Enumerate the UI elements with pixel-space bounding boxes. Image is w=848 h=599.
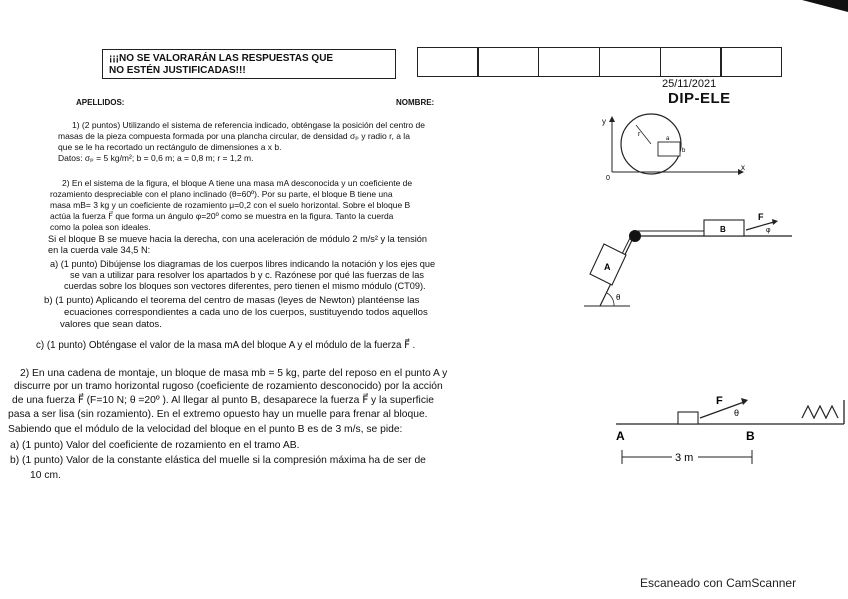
problem-3-line: 2) En una cadena de montaje, un bloque de masa mb = 5 kg, parte del reposo en el punto A y (20, 368, 448, 379)
problem-2-line: en la cuerda vale 34,5 N: (48, 245, 151, 255)
problem-1-line: que se le ha recortado un rectángulo de dimensiones a x b. (58, 142, 282, 152)
problem-2-line: cuerdas sobre los bloques son vectores diferentes, pero tienen el mismo módulo (CT09). (64, 281, 426, 291)
figure-1-plate (598, 112, 748, 182)
apellidos-label: APELLIDOS: (76, 98, 125, 107)
problem-2-line: a) (1 punto) Dibújense los diagramas de los cuerpos libres indicando la notación y los ejes que (50, 259, 436, 269)
warning-line-2: NO ESTÉN JUSTIFICADAS!!! (109, 65, 246, 76)
force-f-label: F (758, 212, 764, 222)
origin-label: 0 (606, 175, 610, 182)
problem-2-line: 2) En el sistema de la figura, el bloque A tiene una masa mA desconocida y un coeficiente de (62, 178, 413, 188)
block-b-label: B (720, 225, 726, 234)
y-axis-arrow (609, 116, 615, 122)
problem-1-line: masas de la pieza compuesta formada por una plancha circular, de densidad σₚ y radio r, a la (58, 131, 410, 141)
exam-code: DIP-ELE (668, 90, 731, 107)
problem-2-line: actúa la fuerza F⃗ que forma un ángulo φ=20º como se muestra en la figura. Tanto la cuerda (50, 211, 394, 221)
grade-box (417, 47, 479, 77)
scanner-watermark: Escaneado con CamScanner (640, 576, 797, 590)
problem-3-line: b) (1 punto) Valor de la constante elástica del muelle si la compresión máxima ha de ser de (10, 455, 426, 466)
problem-2-line: ecuaciones correspondientes a cada uno de los cuerpos, sustituyendo todos aquellos (64, 307, 428, 318)
block (678, 412, 698, 424)
problem-2-line: valores que sean datos. (60, 319, 162, 330)
problem-3-line: 10 cm. (30, 470, 61, 481)
problem-3-line: discurre por un tramo horizontal rugoso (coeficiente de rozamiento desconocido) por la acción (14, 381, 443, 392)
exam-date: 25/11/2021 (662, 78, 717, 90)
angle-phi-label: φ (766, 227, 771, 234)
grade-box (538, 47, 600, 77)
angle-theta-label: θ (734, 408, 740, 418)
problem-3-line: pasa a ser lisa (sin rozamiento). En el extremo opuesto hay un muelle para frenar al bloque. (8, 409, 428, 420)
angle-theta-arc (607, 293, 614, 306)
grade-box (477, 47, 539, 77)
grade-box (720, 47, 782, 77)
force-f-arrowhead (741, 398, 748, 405)
block-a-label: A (604, 262, 611, 272)
force-f-arrowhead (772, 219, 778, 225)
problem-3-line: de una fuerza F⃗ (F=10 N; θ =20º ). Al llegar al punto B, desaparece la fuerza F⃗ y la superficie (12, 395, 434, 406)
problem-2-line: c) (1 punto) Obténgase el valor de la masa mA del bloque A y el módulo de la fuerza F⃗ . (36, 340, 416, 351)
figure-3-track (612, 390, 848, 470)
problem-1-line: 1) (2 puntos) Utilizando el sistema de referencia indicado, obténgase la posición del centro de (72, 120, 425, 130)
cutout-rectangle (658, 142, 680, 156)
problem-2-line: rozamiento despreciable con el plano inclinado (θ=60º). Por su parte, el bloque B tiene una (50, 189, 393, 199)
distance-label: 3 m (675, 452, 694, 464)
warning-line-1: ¡¡¡NO SE VALORARÁN LAS RESPUESTAS QUE (109, 53, 334, 64)
scan-corner-mark (788, 0, 848, 14)
problem-2-line: se van a utilizar para resolver los apartados b y c. Razónese por qué las fuerzas de las (70, 270, 424, 280)
dimension-b-label: b (682, 148, 686, 154)
y-axis-label: y (602, 117, 606, 126)
dimension-a-label: a (666, 136, 670, 142)
problem-3-line: Sabiendo que el módulo de la velocidad del bloque en el punto B es de 3 m/s, se pide: (8, 424, 403, 435)
grade-box (599, 47, 661, 77)
problem-2-line: Si el bloque B se mueve hacia la derecha, con una aceleración de módulo 2 m/s² y la tensión (48, 234, 427, 244)
radius-label: r (638, 131, 641, 138)
pulley (629, 230, 641, 242)
angle-theta-label: θ (616, 293, 621, 302)
grade-boxes (418, 47, 782, 77)
problem-1-line: Datos: σₚ = 5 kg/m²; b = 0,6 m; a = 0,8 m; r = 1,2 m. (58, 153, 254, 163)
point-b-label: B (746, 429, 755, 443)
point-a-label: A (616, 429, 625, 443)
figure-2-incline (580, 200, 800, 312)
problem-2-line: como la polea son ideales. (50, 222, 151, 232)
force-f-label: F (716, 395, 723, 407)
spring (802, 406, 838, 418)
problem-3-line: a) (1 punto) Valor del coeficiente de rozamiento en el tramo AB. (10, 440, 300, 451)
nombre-label: NOMBRE: (396, 98, 435, 107)
problem-2-line: masa mB= 3 kg y un coeficiente de rozamiento μ=0,2 con el suelo horizontal. Sobre el bloque B (50, 200, 411, 210)
problem-2-line: b) (1 punto) Aplicando el teorema del centro de masas (leyes de Newton) plantéense las (44, 295, 420, 306)
x-axis-label: x (741, 163, 745, 172)
grade-box (660, 47, 722, 77)
warning-box (102, 49, 396, 79)
